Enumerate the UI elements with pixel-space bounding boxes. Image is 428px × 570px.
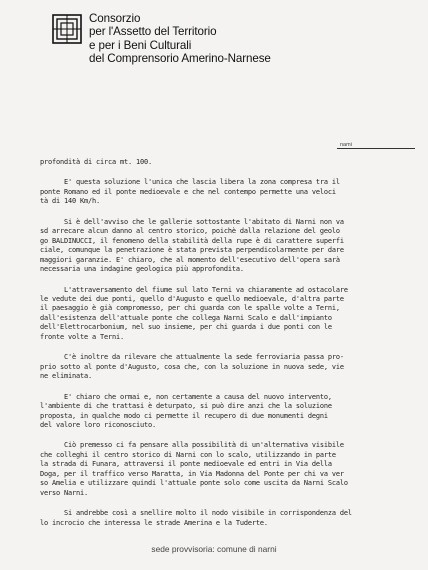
consortium-logo <box>52 14 82 44</box>
name-field-label: nami <box>340 142 352 148</box>
letter-body <box>40 158 420 539</box>
text-line: l'ambiente di che trattasi è deturpato, si può dire anzi che la soluzione <box>40 402 332 411</box>
text-line: prio sotto al ponte d'Augusto, cosa che, con la soluzione in nuova sede, vie <box>40 362 344 371</box>
text-line: E' questa soluzione l'unica che lascia libera la zona compresa tra il <box>40 178 340 187</box>
footer-address: sede provvisoria: comune di narni <box>151 544 277 554</box>
text-line: le vedute dei due ponti, quello d'Augusto e quello medioevale, d'altra parte <box>40 294 344 303</box>
paragraph <box>40 441 420 498</box>
letterhead-line: Consorzio <box>89 12 141 25</box>
paragraph <box>40 158 420 167</box>
text-line: il paesaggio è già compromesso, per chi guarda con le spalle volte a Terni, <box>40 304 340 313</box>
text-line: ponte Romano ed il ponte medioevale e che nel contempo permette una veloci <box>40 187 336 196</box>
text-line: so Amelia e utilizzare quindi l'attuale ponte solo come uscita da Narni Scalo <box>40 479 348 488</box>
text-line: L'attraversamento del fiume sul lato Terni va chiaramente ad ostacolare <box>40 285 348 294</box>
text-line: lo incrocio che interessa le strade Amerina e la Tuderte. <box>40 518 268 527</box>
text-line: Si è dell'avviso che le gallerie sottostante l'abitato di Narni non va <box>40 217 344 226</box>
text-line: dell'Elettrocarbonium, nel suo insieme, per chi guarda i due ponti con le <box>40 323 332 332</box>
text-line: profondità di circa mt. 100. <box>40 158 152 166</box>
paragraph <box>40 286 420 343</box>
text-line: C'è inoltre da rilevare che attualmente la sede ferroviaria passa pro- <box>40 353 344 362</box>
text-line: sd arrecare alcun danno al centro storico, poichè dalla relazione del geolo <box>40 227 340 236</box>
text-line: proposta, in qualche modo ci permette il recupero di due monumenti degni <box>40 411 328 420</box>
text-line: Ciò premesso ci fa pensare alla possibilità di un'alternativa visibile <box>40 441 344 450</box>
text-line: maggiori garanzie. E' chiaro, che al momento dell'esecutivo dell'opera sarà <box>40 255 340 264</box>
paragraph <box>40 393 420 431</box>
text-line: verso Narni. <box>40 488 88 497</box>
paragraph <box>40 218 420 275</box>
text-line: Si andrebbe così a snellire molto il nodo visibile in corrispondenza del <box>40 509 352 518</box>
paragraph <box>40 353 420 381</box>
letterhead <box>89 12 271 66</box>
letterhead-line: del Comprensorio Amerino-Narnese <box>89 52 271 66</box>
text-line: ne eliminata. <box>40 372 92 381</box>
text-line: Doga, per il traffico verso Maratta, in Via Madonna del Ponte per chi va ver <box>40 469 344 478</box>
paragraph <box>40 178 420 206</box>
text-line: necessaria una indagine geologica più approfondita. <box>40 265 244 274</box>
text-line: E' chiaro che ormai e, non certamente a causa del nuovo intervento, <box>40 392 332 401</box>
letterhead-line: per l'Assetto del Territorio <box>89 25 217 39</box>
text-line: la strada di Funara, attraversi il ponte medioevale ed entri in Via della <box>40 460 332 469</box>
text-line: tà di 140 Km/h. <box>40 197 100 206</box>
text-line: dall'esistenza dell'attuale ponte che collega Narni Scalo e dall'impianto <box>40 313 332 322</box>
text-line: del valore loro riconosciuto. <box>40 420 156 429</box>
paragraph <box>40 509 420 528</box>
letterhead-line: e per i Beni Culturali <box>89 38 192 52</box>
text-line: go BALDINUCCI, il fenomeno della stabilità della rupe è di carattere superfi <box>40 236 344 245</box>
name-field-line <box>337 148 415 149</box>
text-line: che colleghi il centro storico di Narni con lo scalo, utilizzando in parte <box>40 450 336 459</box>
text-line: ciale, comunque la penetrazione è stata prevista perpendicolarmente per dare <box>40 246 344 255</box>
text-line: fronte volte a Terni. <box>40 332 124 341</box>
